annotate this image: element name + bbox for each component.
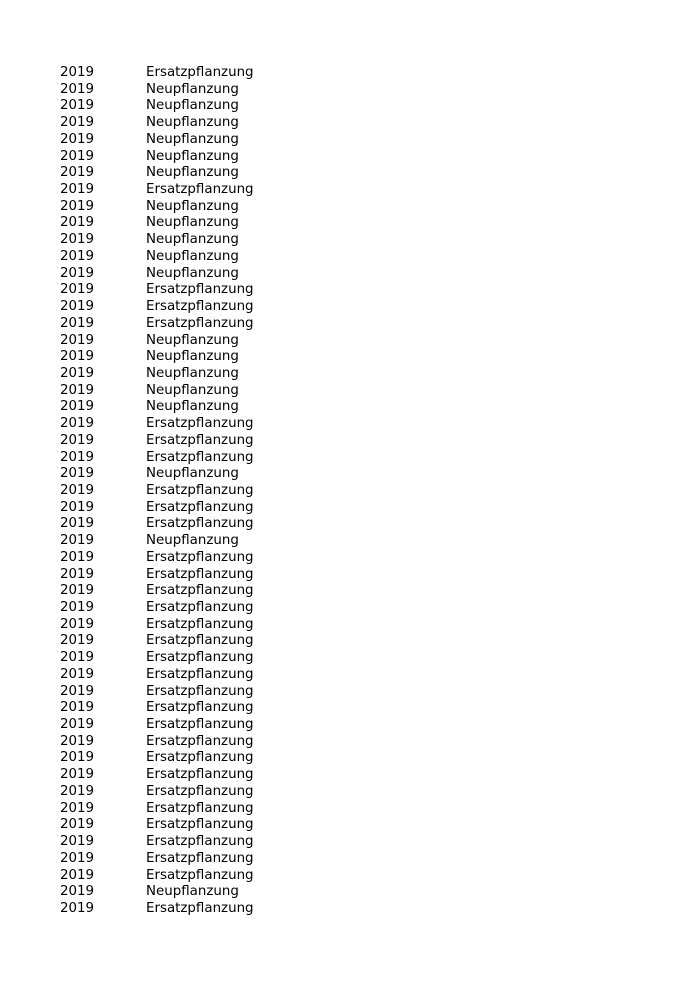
planting-type-cell: Ersatzpflanzung <box>146 65 254 80</box>
planting-type-cell: Ersatzpflanzung <box>146 817 254 833</box>
planting-type-cell: Neupflanzung <box>146 215 239 231</box>
year-cell: 2019 <box>60 282 95 298</box>
planting-type-cell: Neupflanzung <box>146 265 239 281</box>
year-cell: 2019 <box>60 700 95 716</box>
year-cell: 2019 <box>60 717 95 733</box>
planting-type-cell: Ersatzpflanzung <box>146 600 254 615</box>
planting-type-cell: Ersatzpflanzung <box>146 767 254 783</box>
year-cell: 2019 <box>60 198 95 214</box>
planting-type-cell: Ersatzpflanzung <box>146 449 254 465</box>
planting-type-cell: Ersatzpflanzung <box>146 783 254 799</box>
year-cell: 2019 <box>60 232 95 248</box>
year-cell: 2019 <box>60 98 95 114</box>
planting-type-cell: Ersatzpflanzung <box>146 733 254 749</box>
year-cell: 2019 <box>60 800 95 816</box>
year-cell: 2019 <box>60 115 95 131</box>
year-cell: 2019 <box>60 449 95 465</box>
planting-type-cell: Ersatzpflanzung <box>146 299 254 315</box>
year-cell: 2019 <box>60 382 95 398</box>
year-cell: 2019 <box>60 850 95 866</box>
year-cell: 2019 <box>60 165 95 181</box>
year-cell: 2019 <box>60 616 95 632</box>
year-cell: 2019 <box>60 650 95 666</box>
year-cell: 2019 <box>60 783 95 799</box>
planting-type-cell: Neupflanzung <box>146 115 239 131</box>
year-cell: 2019 <box>60 549 95 565</box>
year-cell: 2019 <box>60 416 95 432</box>
year-cell: 2019 <box>60 516 95 532</box>
year-cell: 2019 <box>60 683 95 699</box>
planting-type-cell: Neupflanzung <box>146 165 239 181</box>
year-cell: 2019 <box>60 432 95 448</box>
year-cell: 2019 <box>60 81 95 97</box>
planting-type-cell: Ersatzpflanzung <box>146 583 254 599</box>
planting-type-cell: Ersatzpflanzung <box>146 633 254 649</box>
planting-type-cell: Neupflanzung <box>146 248 239 264</box>
planting-type-cell: Ersatzpflanzung <box>146 416 254 432</box>
planting-type-cell: Ersatzpflanzung <box>146 432 254 448</box>
year-cell: 2019 <box>60 265 95 281</box>
year-cell: 2019 <box>60 65 95 80</box>
year-cell: 2019 <box>60 666 95 682</box>
year-cell: 2019 <box>60 466 95 482</box>
planting-type-cell: Neupflanzung <box>146 466 239 482</box>
year-cell: 2019 <box>60 349 95 365</box>
year-cell: 2019 <box>60 583 95 599</box>
year-cell: 2019 <box>60 834 95 850</box>
year-cell: 2019 <box>60 482 95 498</box>
year-cell: 2019 <box>60 182 95 198</box>
planting-type-cell: Ersatzpflanzung <box>146 867 254 883</box>
planting-type-cell: Neupflanzung <box>146 98 239 114</box>
planting-type-cell: Neupflanzung <box>146 533 239 549</box>
planting-type-cell: Ersatzpflanzung <box>146 750 254 766</box>
planting-type-cell: Ersatzpflanzung <box>146 900 254 916</box>
year-cell: 2019 <box>60 365 95 381</box>
year-cell: 2019 <box>60 533 95 549</box>
planting-type-cell: Ersatzpflanzung <box>146 834 254 850</box>
year-cell: 2019 <box>60 600 95 615</box>
year-cell: 2019 <box>60 633 95 649</box>
planting-type-cell: Ersatzpflanzung <box>146 717 254 733</box>
year-cell: 2019 <box>60 248 95 264</box>
planting-type-cell: Ersatzpflanzung <box>146 800 254 816</box>
planting-type-cell: Neupflanzung <box>146 332 239 348</box>
planting-type-cell: Ersatzpflanzung <box>146 850 254 866</box>
planting-type-cell: Ersatzpflanzung <box>146 282 254 298</box>
planting-type-cell: Ersatzpflanzung <box>146 700 254 716</box>
year-cell: 2019 <box>60 215 95 231</box>
planting-type-cell: Neupflanzung <box>146 148 239 164</box>
planting-type-cell: Ersatzpflanzung <box>146 650 254 666</box>
year-cell: 2019 <box>60 299 95 315</box>
year-cell: 2019 <box>60 750 95 766</box>
year-cell: 2019 <box>60 566 95 582</box>
planting-type-cell: Ersatzpflanzung <box>146 182 254 198</box>
planting-type-cell: Neupflanzung <box>146 365 239 381</box>
year-cell: 2019 <box>60 315 95 331</box>
year-cell: 2019 <box>60 900 95 916</box>
year-cell: 2019 <box>60 148 95 164</box>
planting-type-cell: Ersatzpflanzung <box>146 315 254 331</box>
planting-type-cell: Ersatzpflanzung <box>146 666 254 682</box>
year-cell: 2019 <box>60 884 95 900</box>
planting-type-cell: Neupflanzung <box>146 131 239 147</box>
year-cell: 2019 <box>60 131 95 147</box>
planting-type-cell: Neupflanzung <box>146 349 239 365</box>
year-cell: 2019 <box>60 499 95 515</box>
year-cell: 2019 <box>60 332 95 348</box>
planting-type-cell: Neupflanzung <box>146 382 239 398</box>
year-cell: 2019 <box>60 867 95 883</box>
planting-type-cell: Neupflanzung <box>146 81 239 97</box>
planting-type-cell: Ersatzpflanzung <box>146 616 254 632</box>
planting-type-cell: Ersatzpflanzung <box>146 516 254 532</box>
year-cell: 2019 <box>60 733 95 749</box>
year-cell: 2019 <box>60 767 95 783</box>
planting-type-cell: Neupflanzung <box>146 198 239 214</box>
planting-type-cell: Ersatzpflanzung <box>146 683 254 699</box>
planting-type-cell: Ersatzpflanzung <box>146 566 254 582</box>
planting-type-cell: Ersatzpflanzung <box>146 499 254 515</box>
planting-type-cell: Neupflanzung <box>146 399 239 415</box>
planting-type-cell: Neupflanzung <box>146 884 239 900</box>
planting-type-cell: Neupflanzung <box>146 232 239 248</box>
planting-type-cell: Ersatzpflanzung <box>146 549 254 565</box>
year-cell: 2019 <box>60 817 95 833</box>
year-cell: 2019 <box>60 399 95 415</box>
planting-type-cell: Ersatzpflanzung <box>146 482 254 498</box>
